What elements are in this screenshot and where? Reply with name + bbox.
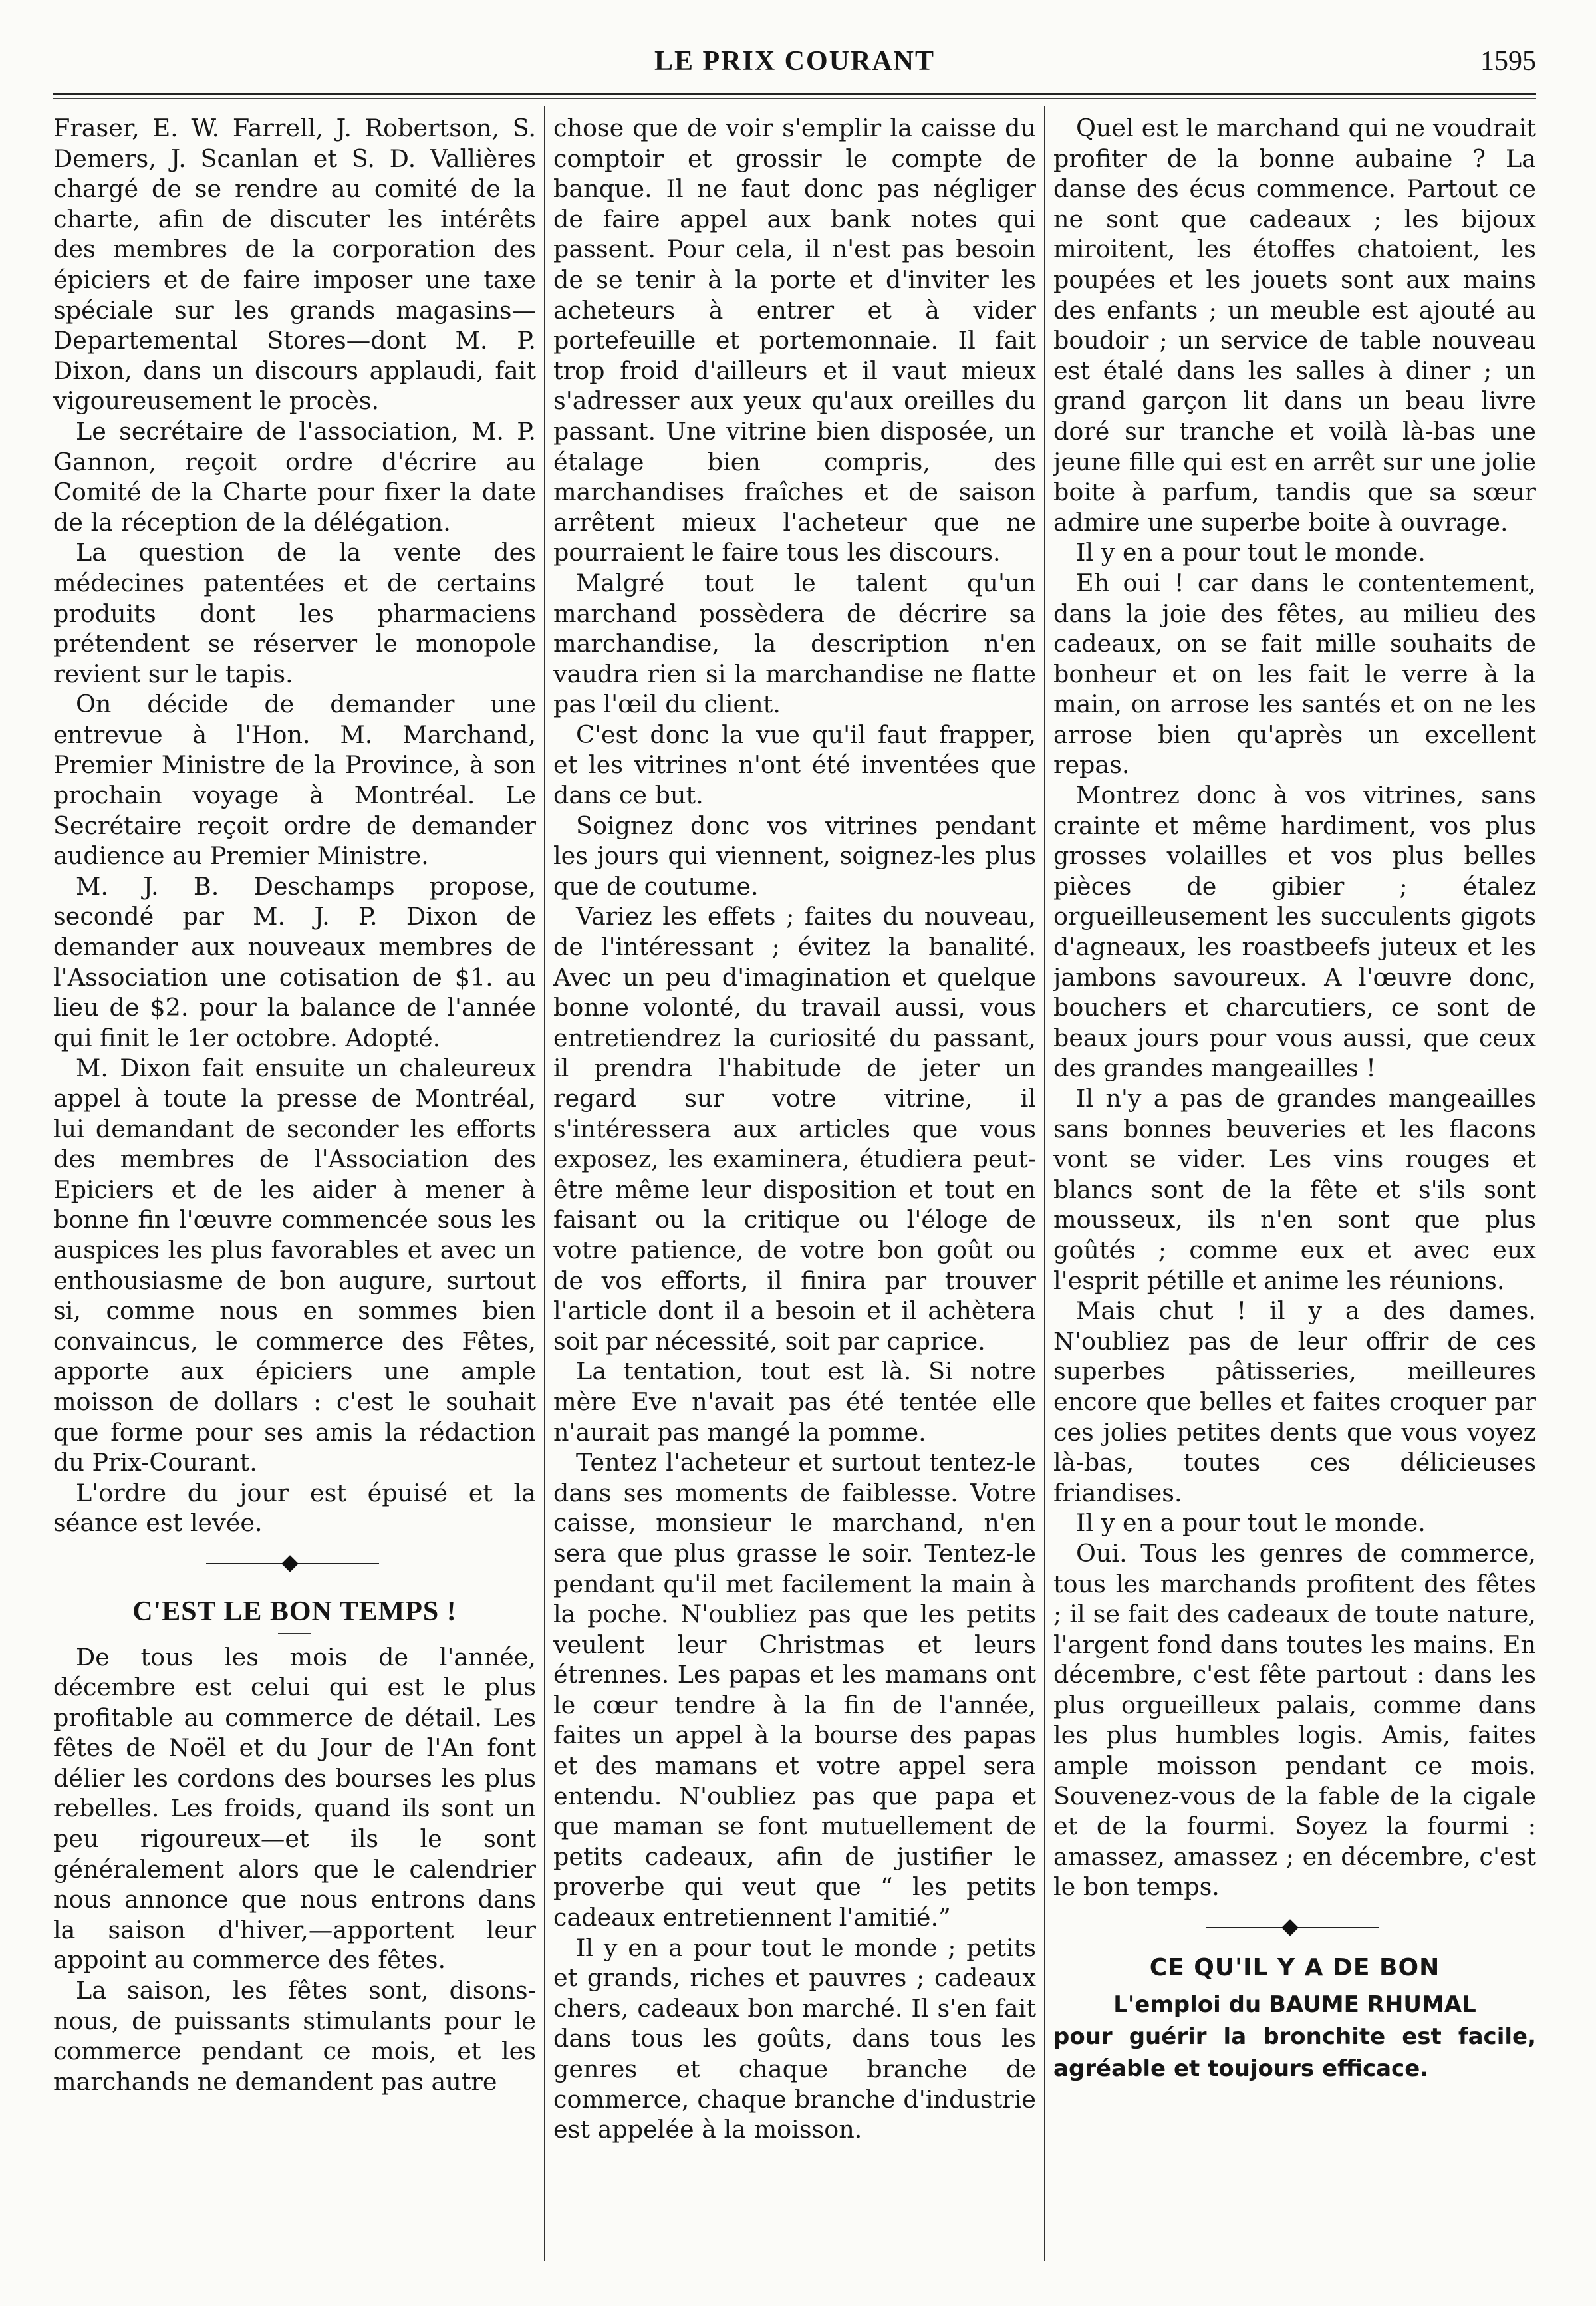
paragraph: Soignez donc vos vitrines pendant les jours qui viennent, soignez-les plus que de coutume. — [553, 811, 1036, 901]
separator-diamond-icon — [281, 1555, 298, 1572]
paragraph: Malgré tout le talent qu'un marchand possèdera de décrire sa marchandise, la description n'en vaudra rien si la marchandise ne flatte pas l'œil du client. — [553, 568, 1036, 719]
paragraph: La saison, les fêtes sont, disons-nous, de puissants stimulants pour le commerce pendant ce mois, et les marchands ne demandent pas autre — [53, 1976, 536, 2096]
paragraph: Variez les effets ; faites du nouveau, de l'intéressant ; évitez la banalité. Avec un peu d'imagination et quelque bonne volonté, du travail aussi, vous entretiendrez la curiosité du passant, il prendra l'habitude de jeter un regard sur votre vitrine, il s'intéressera aux articles que vous exposez, les examinera, étudiera peut-être même leur disposition et tout en faisant ou la critique ou l'éloge de votre patience, de votre bon goût ou de vos efforts, il finira par trouver l'article dont il a besoin et il achètera soit par nécessité, soit par caprice. — [553, 902, 1036, 1356]
column-3 — [1053, 113, 1536, 2255]
header-rule — [53, 93, 1536, 95]
column-2 — [553, 113, 1036, 2255]
column-1 — [53, 113, 536, 2255]
paragraph: Quel est le marchand qui ne voudrait profiter de la bonne aubaine ? La danse des écus commence. Partout ce ne sont que cadeaux ; les bijoux miroitent, les étoffes chatoient, les poupées et les jouets sont aux mains des enfants ; un meuble est ajouté au boudoir ; un service de table nouveau est étalé dans les salles à diner ; un grand garçon lit dans un beau livre doré sur tranche et voilà là-bas une jeune fille qui est en arrêt sur une jolie boite à parfum, tandis que sa sœur admire une superbe boite à ouvrage. — [1053, 114, 1536, 537]
paragraph: Montrez donc à vos vitrines, sans crainte et même hardiment, vos plus grosses volailles et vos plus belles pièces de gibier ; étalez orgueilleusement les succulents gigots d'agneaux, les roastbeefs juteux et les jambons savoureux. A l'œuvre donc, bouchers et charcutiers, ce sont de beaux jours pour vous aussi, que ceux des grandes mangeailles ! — [1053, 781, 1536, 1083]
section-separator — [53, 1550, 536, 1577]
paragraph: La tentation, tout est là. Si notre mère Eve n'avait pas été tentée elle n'aurait pas mangé la pomme. — [553, 1357, 1036, 1447]
advertisement-heading: CE QU'IL Y A DE BON — [1149, 1954, 1440, 1982]
section-separator — [1053, 1914, 1536, 1941]
column-divider — [1044, 106, 1045, 2261]
paragraph: Fraser, E. W. Farrell, J. Robertson, S. Demers, J. Scanlan et S. D. Vallières chargé de se rendre au comité de la charte, afin de discuter les intérêts des membres de la corporation des épiciers et de faire imposer une taxe spéciale sur les grands magasins—Departemental Stores—dont M. P. Dixon, dans un discours applaudi, fait vigoureusement le procès. — [53, 114, 536, 416]
paragraph: On décide de demander une entrevue à l'Hon. M. Marchand, Premier Ministre de la Province, à son prochain voyage à Montréal. Le Secrétaire reçoit ordre de demander audience au Premier Ministre. — [53, 690, 536, 871]
heading-underline — [278, 1633, 311, 1634]
article-heading: C'EST LE BON TEMPS ! — [132, 1596, 457, 1627]
paragraph: Tentez l'acheteur et surtout tentez-le dans ses moments de faiblesse. Votre caisse, monsieur le marchand, n'en sera que plus grasse le soir. Tentez-le pendant qu'il met facilement la main à la poche. N'oubliez pas que les petits veulent leur Christmas et leurs étrennes. Les papas et les mamans ont le cœur tendre à la fin de l'année, faites un appel à la bourse des papas et des mamans et votre appel sera entendu. N'oubliez pas que papa et que maman se font mutuellement de petits cadeaux, afin de justifier le proverbe qui veut que “ les petits cadeaux entretiennent l'amitié.” — [553, 1448, 1036, 1932]
paragraph: Mais chut ! il y a des dames. N'oubliez pas de leur offrir de ces superbes pâtisseries, meilleures encore que belles et faites croquer par ces jolies petites dents que vous voyez là-bas, toutes ces délicieuses friandises. — [1053, 1296, 1536, 1507]
paragraph: Oui. Tous les genres de commerce, tous les marchands profitent des fêtes ; il se fait des cadeaux de toute nature, l'argent fond dans toutes les mains. En décembre, c'est fête partout : dans les plus orgueilleux palais, comme dans les plus humbles logis. Amis, faites ample moisson pendant ce mois. Souvenez-vous de la fable de la cigale et de la fourmi. Soyez la fourmi : amassez, amassez ; en décembre, c'est le bon temps. — [1053, 1538, 1536, 1902]
column-divider — [544, 106, 545, 2261]
advertisement-body — [1053, 1989, 1536, 2085]
paragraph: L'ordre du jour est épuisé et la séance est levée. — [53, 1478, 536, 1538]
paragraph: M. J. B. Deschamps propose, secondé par M. J. P. Dixon de demander aux nouveaux membres de l'Association une cotisation de $1. au lieu de $2. pour la balance de l'année qui finit le 1er octobre. Adopté. — [53, 871, 536, 1052]
publication-title: LE PRIX COURANT — [654, 46, 936, 76]
paragraph: Il y en a pour tout le monde ; petits et grands, riches et pauvres ; cadeaux chers, cadeaux bon marché. Il s'en fait dans tous les goûts, dans tous les genres et chaque branche de commerce, chaque branche d'industrie est appelée à la moisson. — [553, 1933, 1036, 2144]
page-number: 1595 — [1480, 46, 1536, 76]
paragraph: Il y en a pour tout le monde. — [1076, 538, 1426, 567]
paragraph: Il n'y a pas de grandes mangeailles sans bonnes beuveries et les flacons vont se vider. Les vins rouges et blancs sont de la fête et s'ils sont mousseux, ils n'en sont que plus goûtés ; comme eux et avec eux l'esprit pétille et anime les réunions. — [1053, 1084, 1536, 1295]
paragraph: chose que de voir s'emplir la caisse du comptoir et grossir le compte de banque. Il ne faut donc pas négliger de faire appel aux bank notes qui passent. Pour cela, il n'est pas besoin de se tenir à la porte et d'inviter les acheteurs à entrer et à vider portefeuille et portemonnaie. Il fait trop froid d'ailleurs et il vaut mieux s'adresser aux yeux qu'aux oreilles du passant. Une vitrine bien disposée, un étalage bien compris, des marchandises fraîches et de saison arrêtent mieux l'acheteur que ne pourraient le faire tous les discours. — [553, 114, 1036, 567]
paragraph: M. Dixon fait ensuite un chaleureux appel à toute la presse de Montréal, lui demandant de seconder les efforts des membres de l'Association des Epiciers et de les aider à mener à bonne fin l'œuvre commencée sous les auspices les plus favorables et avec un enthousiasme de bon augure, surtout si, comme nous en sommes bien convaincus, le commerce des Fêtes, apporte aux épiciers une ample moisson de dollars : c'est le souhait que forme pour ses amis la rédaction du Prix-Courant. — [53, 1054, 536, 1477]
header-rule-thin — [53, 98, 1536, 99]
paragraph: La question de la vente des médecines patentées et de certains produits dont les pharmaciens prétendent se réserver le monopole revient sur le tapis. — [53, 538, 536, 688]
advertisement-line: pour guérir la bronchite est facile, agréable et toujours efficace. — [1053, 2023, 1536, 2082]
separator-diamond-icon — [1281, 1919, 1298, 1936]
page-header — [53, 40, 1536, 86]
paragraph: Le secrétaire de l'association, M. P. Gannon, reçoit ordre d'écrire au Comité de la Charte pour fixer la date de la réception de la délégation. — [53, 416, 536, 537]
paragraph: Eh oui ! car dans le contentement, dans la joie des fêtes, au milieu des cadeaux, on se fait mille souhaits de bonheur et on les fait le verre à la main, on arrose les santés et on ne les arrose bien qu'après un excellent repas. — [1053, 568, 1536, 780]
paragraph: C'est donc la vue qu'il faut frapper, et les vitrines n'ont été inventées que dans ce but. — [553, 720, 1036, 810]
paragraph: De tous les mois de l'année, décembre est celui qui est le plus profitable au commerce de détail. Les fêtes de Noël et du Jour de l'An font délier les cordons des bourses les plus rebelles. Les froids, quand ils sont un peu rigoureux—et ils le sont généralement alors que le calendrier nous annonce que nous entrons dans la saison d'hiver,—apportent leur appoint au commerce des fêtes. — [53, 1642, 536, 1975]
paragraph: Il y en a pour tout le monde. — [1076, 1509, 1426, 1538]
advertisement-line: L'emploi du BAUME RHUMAL — [1113, 1991, 1476, 2018]
